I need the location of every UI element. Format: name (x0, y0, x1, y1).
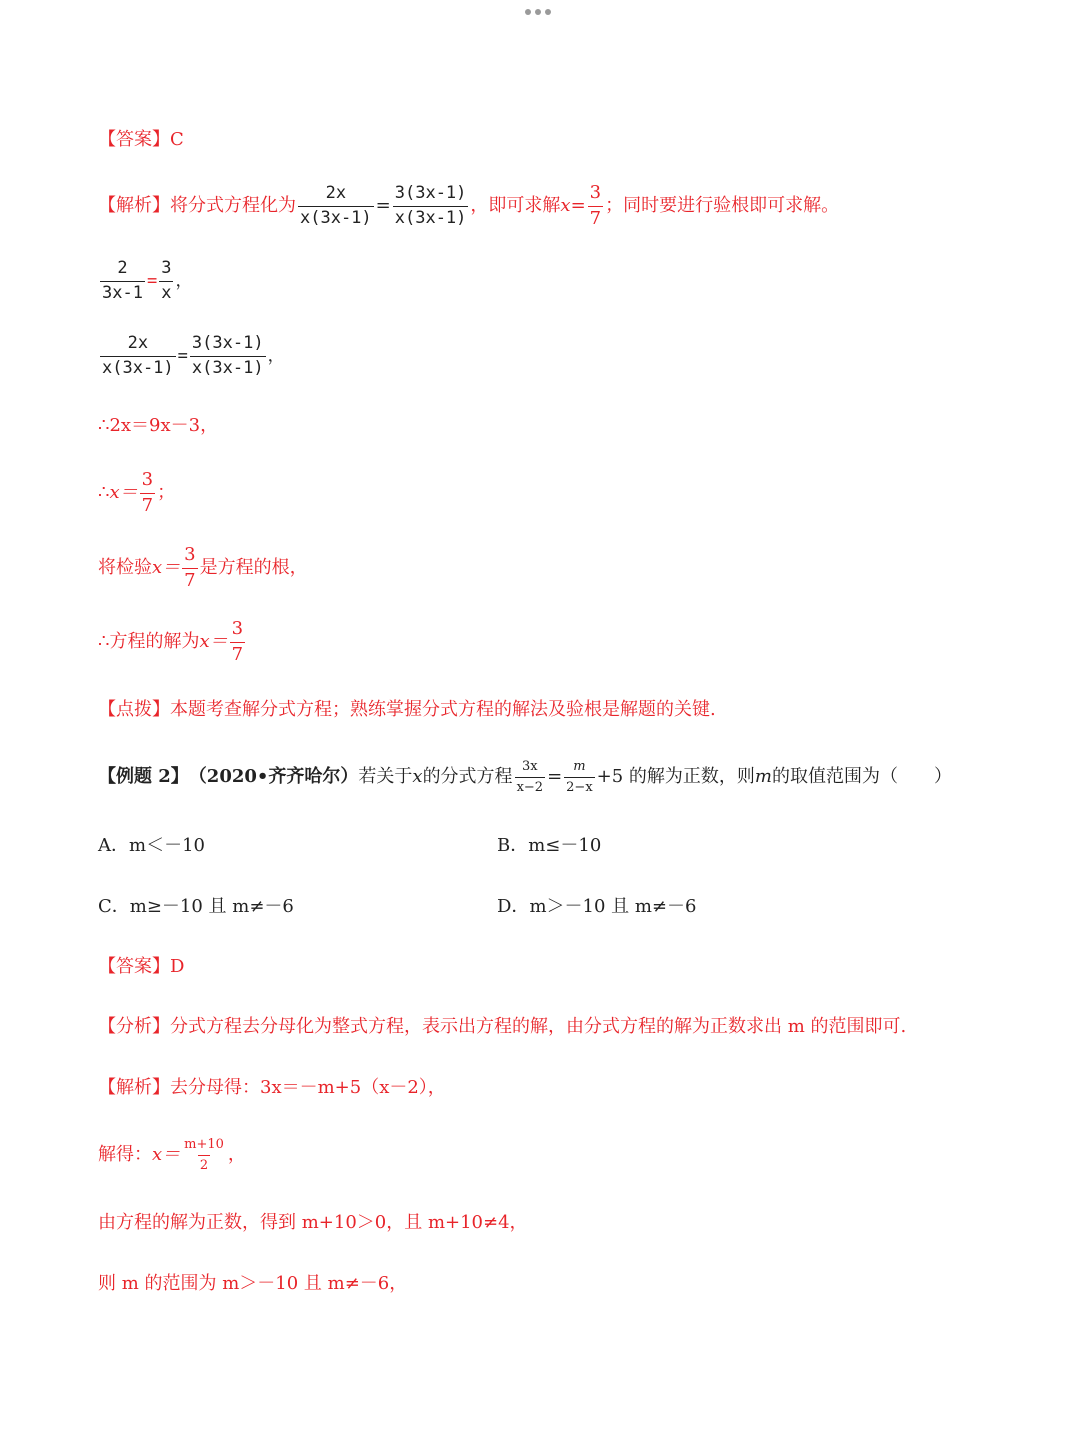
punctuation: ， (175, 270, 193, 291)
analysis-line-1 (98, 184, 839, 229)
analysis-text: 分式方程去分母化为整式方程，表示出方程的解，由分式方程的解为正数求出 m 的范围即可. (170, 1016, 907, 1037)
step-text: 解得： (98, 1144, 152, 1166)
step-9 (98, 1275, 407, 1293)
var-m: m (754, 766, 772, 788)
tip-text: 本题考查解分式方程；熟练掌握分式方程的解法及验根是解题的关键. (170, 699, 716, 720)
therefore-symbol: ∴ (98, 482, 110, 504)
analysis-text: 去分母得：3x＝－m+5（x－2）， (170, 1077, 446, 1098)
question-text-2: 的分式方程 (422, 766, 513, 788)
fraction-m-over-2-x: $\frac{m}{2-x}$ (566, 759, 593, 795)
step-4 (98, 471, 175, 516)
equals-sign-2: = (570, 195, 586, 217)
fraction-3-over-x: $\frac{3}{x}$ (161, 258, 172, 303)
analysis-2-fen (98, 1018, 906, 1036)
equals-sign: = (177, 345, 188, 366)
analysis-2-jie (98, 1079, 446, 1097)
equals-sign: = (547, 766, 563, 788)
therefore-symbol: ∴ (98, 631, 110, 653)
fraction-3-over-7: $\frac{3}{7}$ (231, 618, 244, 665)
answer-line-1 (98, 131, 184, 149)
var-x: x (560, 195, 571, 217)
answer-value: D (170, 956, 185, 977)
step-8 (98, 1214, 528, 1232)
fraction-m10-over-2: $\frac{m+10}{2}$ (184, 1137, 224, 1173)
fraction-3-over-7: $\frac{3}{7}$ (184, 544, 196, 591)
analysis-tag: 【解析】 (98, 195, 170, 217)
question-text-4: 的取值范围为（ ） (772, 766, 952, 788)
answer-tag: 【答案】 (98, 956, 170, 977)
equals-sign: = (146, 270, 158, 291)
step-text: 则 m 的范围为 m＞－10 且 m≠－6， (98, 1273, 408, 1294)
analysis-tag: 【解析】 (98, 1077, 170, 1098)
example-tag: 【例题 2】 (98, 766, 189, 788)
analysis-text-2: ，即可求解 (470, 195, 561, 217)
option-d-label: D． (497, 896, 530, 917)
option-a[interactable] (98, 837, 205, 855)
fraction-2-over-3x1: $\frac{2}{3x-1}$ (102, 258, 143, 303)
equals-sign: = (375, 195, 391, 217)
tip-line (98, 701, 716, 719)
step-text: 方程的解为 (109, 631, 200, 653)
fraction-3x-over-x-2: $\frac{3x}{x-2}$ (516, 759, 544, 795)
option-c[interactable] (98, 898, 294, 916)
more-options-icon[interactable] (525, 9, 551, 15)
step-expression: 2x＝9x－3， (109, 415, 219, 436)
option-a-label: A． (98, 835, 129, 856)
answer-tag: 【答案】 (98, 129, 170, 150)
example-2-question (98, 760, 952, 794)
analysis-tag: 【分析】 (98, 1016, 170, 1037)
step-2 (98, 335, 285, 378)
option-c-label: C． (98, 896, 130, 917)
lhs-x: x＝ (152, 557, 181, 579)
lhs-x: x＝ (199, 631, 228, 653)
option-c-expr: m≥－10 且 m≠－6 (129, 896, 294, 917)
step-5 (98, 546, 308, 591)
fraction-3-over-7: $\frac{3}{7}$ (141, 469, 154, 516)
therefore-symbol: ∴ (98, 415, 110, 436)
punctuation: ， (227, 1144, 246, 1166)
answer-line-2 (98, 958, 184, 976)
option-b[interactable] (497, 837, 601, 855)
option-d-expr: m＞－10 且 m≠－6 (529, 896, 697, 917)
step-text: 由方程的解为正数，得到 m+10＞0，且 m+10≠4， (98, 1212, 528, 1233)
step-1 (98, 260, 192, 303)
step-text-post: 是方程的根， (199, 557, 308, 579)
option-b-expr: m≤－10 (528, 835, 602, 856)
lhs-x: x＝ (109, 482, 138, 504)
analysis-text-3: ；同时要进行验根即可求解。 (605, 195, 840, 217)
fraction-3-over-7: $\frac{3}{7}$ (589, 182, 602, 229)
fraction-2x-over-x3x1: $\frac{2x}{x(3x-1)}$ (300, 183, 372, 228)
fraction-33x1-over-x3x1: $\frac{3(3x-1)}{x(3x-1)}$ (394, 183, 467, 228)
step-7 (98, 1138, 246, 1172)
question-text-1: 若关于 (358, 766, 413, 788)
option-b-label: B． (497, 835, 529, 856)
fraction-33x1-over-x3x1: $\frac{3(3x-1)}{x(3x-1)}$ (191, 333, 264, 378)
analysis-text-1: 将分式方程化为 (170, 195, 296, 217)
fraction-2x-over-x3x1: $\frac{2x}{x(3x-1)}$ (102, 333, 174, 378)
tip-tag: 【点拨】 (98, 699, 170, 720)
option-a-expr: m＜－10 (129, 835, 205, 856)
step-text: 将检验 (98, 557, 152, 579)
question-text-3: +5 的解为正数，则 (596, 766, 755, 788)
option-d[interactable] (497, 898, 696, 916)
lhs-x: x＝ (152, 1144, 181, 1166)
var-x: x (412, 766, 423, 788)
step-6 (98, 620, 247, 665)
answer-value: C (170, 129, 184, 150)
punctuation: ； (157, 482, 176, 504)
punctuation: ， (267, 345, 285, 366)
example-source: （2020•齐齐哈尔） (188, 766, 359, 788)
step-3 (98, 417, 218, 435)
